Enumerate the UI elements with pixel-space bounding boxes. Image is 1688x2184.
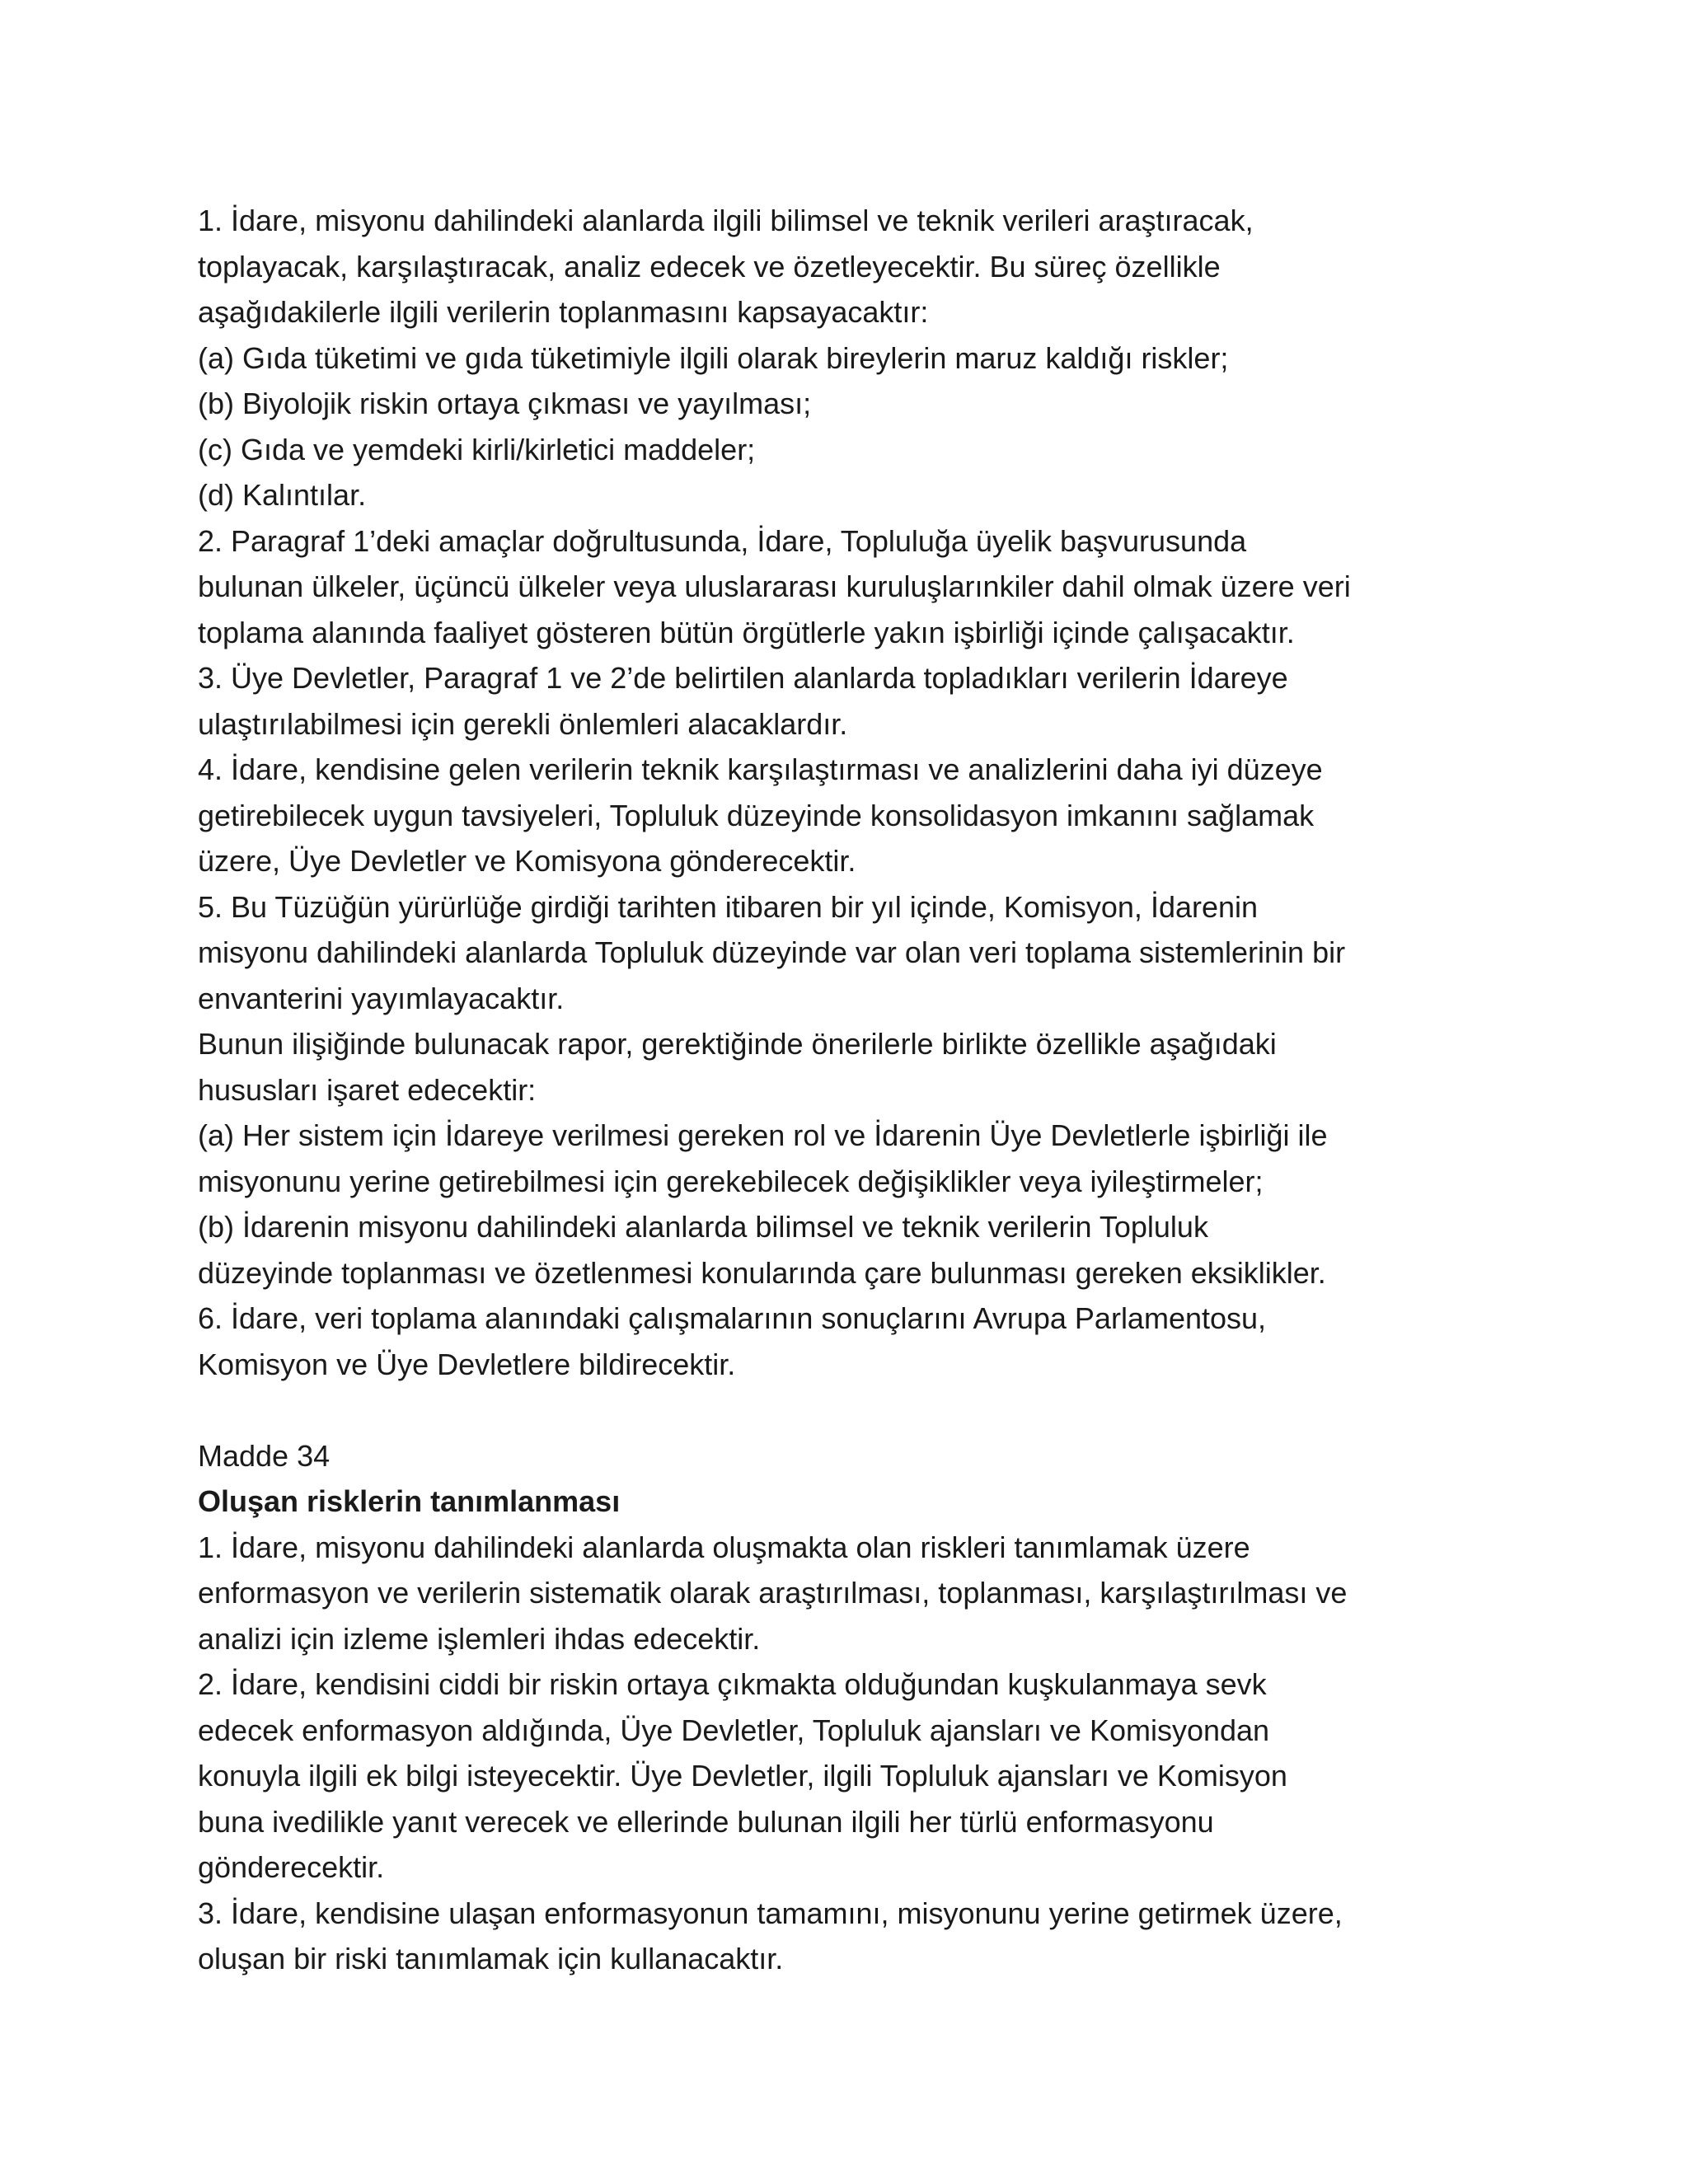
text-line: 5. Bu Tüzüğün yürürlüğe girdiği tarihten itibaren bir yıl içinde, Komisyon, İdarenin bbox=[198, 889, 1259, 924]
text-line: getirebilecek uygun tavsiyeleri, Topluluk düzeyinde konsolidasyon imkanını sağlamak bbox=[198, 798, 1315, 832]
text-line: enformasyon ve verilerin sistematik olarak araştırılması, toplanması, karşılaştırılması ve bbox=[198, 1576, 1348, 1610]
text-line: toplama alanında faaliyet gösteren bütün örgütlerle yakın işbirliği içinde çalışacaktır. bbox=[198, 615, 1295, 649]
article-34-body bbox=[198, 1525, 1517, 1982]
blank-line bbox=[198, 1387, 1517, 1433]
text-line: (a) Her sistem için İdareye verilmesi gereken rol ve İdarenin Üye Devletlerle işbirliği ile bbox=[198, 1118, 1328, 1152]
text-line: 6. İdare, veri toplama alanındaki çalışmalarının sonuçlarını Avrupa Parlamentosu, bbox=[198, 1301, 1267, 1335]
text-line: envanterini yayımlayacaktır. bbox=[198, 981, 565, 1015]
text-line: hususları işaret edecektir: bbox=[198, 1072, 537, 1107]
text-line: bulunan ülkeler, üçüncü ülkeler veya uluslararası kuruluşlarınkiler dahil olmak üzere veri bbox=[198, 569, 1351, 603]
text-line: Bunun ilişiğinde bulunacak rapor, gerektiğinde önerilerle birlikte özellikle aşağıdaki bbox=[198, 1027, 1277, 1061]
text-line: analizi için izleme işlemleri ihdas edecektir. bbox=[198, 1621, 761, 1656]
text-line: (b) İdarenin misyonu dahilindeki alanlarda bilimsel ve teknik verilerin Topluluk bbox=[198, 1210, 1208, 1244]
article-number: Madde 34 bbox=[198, 1438, 331, 1473]
text-line: edecek enformasyon aldığında, Üye Devletler, Topluluk ajansları ve Komisyondan bbox=[198, 1713, 1270, 1747]
article-33-body bbox=[198, 198, 1517, 1387]
text-line: 3. İdare, kendisine ulaşan enformasyonun tamamını, misyonunu yerine getirmek üzere, bbox=[198, 1896, 1343, 1930]
article-title: Oluşan risklerin tanımlanması bbox=[198, 1484, 621, 1518]
text-line: düzeyinde toplanması ve özetlenmesi konularında çare bulunması gereken eksiklikler. bbox=[198, 1255, 1326, 1290]
text-line: 3. Üye Devletler, Paragraf 1 ve 2’de belirtilen alanlarda topladıkları verilerin İdareye bbox=[198, 661, 1288, 695]
text-line: ulaştırılabilmesi için gerekli önlemleri alacaklardır. bbox=[198, 706, 848, 741]
text-line: üzere, Üye Devletler ve Komisyona gönderecektir. bbox=[198, 844, 856, 878]
text-line: 2. Paragraf 1’deki amaçlar doğrultusunda, İdare, Topluluğa üyelik başvurusunda bbox=[198, 523, 1247, 558]
text-line: 2. İdare, kendisini ciddi bir riskin ortaya çıkmakta olduğundan kuşkulanmaya sevk bbox=[198, 1667, 1267, 1701]
text-line: buna ivedilikle yanıt verecek ve ellerinde bulunan ilgili her türlü enformasyonu bbox=[198, 1804, 1214, 1839]
text-line: (a) Gıda tüketimi ve gıda tüketimiyle ilgili olarak bireylerin maruz kaldığı riskler; bbox=[198, 340, 1229, 375]
text-line: misyonunu yerine getirebilmesi için gerekebilecek değişiklikler veya iyileştirmeler; bbox=[198, 1164, 1264, 1198]
text-line: gönderecektir. bbox=[198, 1850, 385, 1884]
text-line: (d) Kalıntılar. bbox=[198, 478, 367, 512]
document-page bbox=[198, 198, 1517, 1982]
text-line: konuyla ilgili ek bilgi isteyecektir. Üye Devletler, ilgili Topluluk ajansları ve Komisyon bbox=[198, 1759, 1287, 1793]
text-line: misyonu dahilindeki alanlarda Topluluk düzeyinde var olan veri toplama sistemlerinin bir bbox=[198, 935, 1346, 969]
text-line: oluşan bir riski tanımlamak için kullanacaktır. bbox=[198, 1942, 784, 1975]
text-line: 4. İdare, kendisine gelen verilerin teknik karşılaştırması ve analizlerini daha iyi düzeye bbox=[198, 752, 1323, 786]
text-line: 1. İdare, misyonu dahilindeki alanlarda oluşmakta olan riskleri tanımlamak üzere bbox=[198, 1530, 1250, 1564]
text-line: toplayacak, karşılaştıracak, analiz edecek ve özetleyecektir. Bu süreç özellikle bbox=[198, 249, 1221, 284]
text-line: aşağıdakilerle ilgili verilerin toplanmasını kapsayacaktır: bbox=[198, 295, 929, 329]
text-line: 1. İdare, misyonu dahilindeki alanlarda ilgili bilimsel ve teknik verileri araştıracak, bbox=[198, 204, 1254, 237]
text-line: (b) Biyolojik riskin ortaya çıkması ve yayılması; bbox=[198, 387, 812, 420]
text-line: Komisyon ve Üye Devletlere bildirecektir. bbox=[198, 1347, 736, 1381]
text-line: (c) Gıda ve yemdeki kirli/kirletici maddeler; bbox=[198, 432, 756, 466]
